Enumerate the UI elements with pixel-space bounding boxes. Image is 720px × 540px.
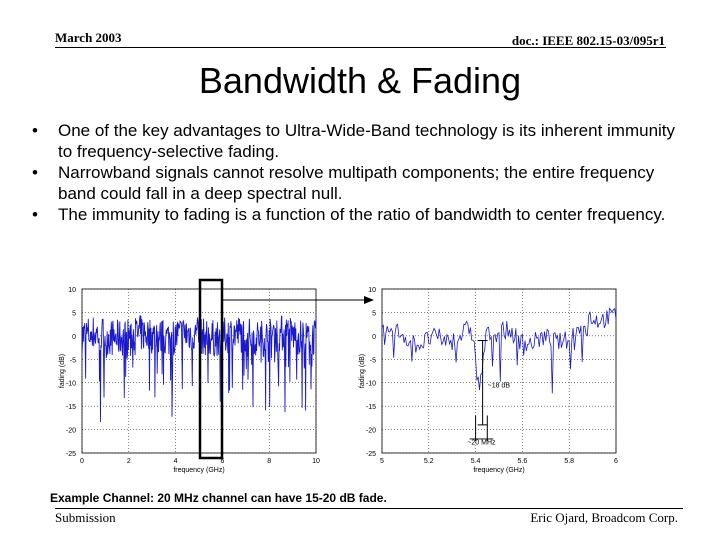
- zoom-y-tick-label: -15: [365, 404, 376, 412]
- zoom-x-tick-label: 5.6: [517, 458, 528, 465]
- zoom-x-tick-label: 5: [380, 458, 384, 465]
- wide-y-tick-label: -20: [65, 427, 76, 435]
- zoom-y-tick-label: -20: [365, 427, 376, 435]
- zoom-x-tick-label: 5.4: [470, 458, 481, 465]
- zoom-y-axis-label: fading (dB): [359, 353, 366, 389]
- wide-y-tick-label: 0: [72, 333, 76, 341]
- wide-y-tick-label: -5: [69, 357, 76, 365]
- fade-depth-label: ~18 dB: [487, 382, 511, 390]
- bullet-list: [30, 120, 690, 225]
- wide-x-tick-label: 8: [267, 458, 272, 465]
- wide-y-tick-label: -15: [65, 404, 76, 412]
- wide-x-axis-label: frequency (GHz): [173, 467, 225, 474]
- zoom-y-tick-label: 10: [368, 287, 376, 294]
- header-divider: [55, 47, 666, 48]
- wide-x-tick-label: 10: [312, 458, 320, 465]
- bullet-item: [30, 120, 690, 162]
- zoom-x-tick-label: 5.2: [423, 458, 434, 465]
- zoom-plot-frame: [382, 289, 616, 453]
- zoom-y-tick-label: 0: [372, 333, 376, 341]
- bullet-text: The immunity to fading is a function of the ratio of bandwidth to center frequency.: [58, 205, 666, 224]
- bullet-item: [30, 204, 690, 225]
- footer-submission: Submission: [55, 510, 116, 525]
- zoom-connector-arrowhead: [364, 296, 374, 304]
- wide-y-tick-label: -25: [65, 451, 76, 458]
- bullet-text: One of the key advantages to Ultra-Wide-Band technology is its inherent immunity to frequency-selective fading.: [58, 121, 676, 161]
- header-doc-id: doc.: IEEE 802.15-03/095r1: [511, 33, 665, 48]
- bullet-glyph: •: [32, 205, 38, 224]
- zoom-y-tick-label: 5: [372, 310, 376, 318]
- zoom-x-tick-label: 6: [614, 458, 618, 465]
- fading-figure: [48, 272, 648, 482]
- figure-caption: Example Channel: 20 MHz channel can have 15-20 dB fade.: [50, 491, 387, 505]
- wide-x-tick-label: 4: [173, 458, 178, 465]
- wide-x-tick-label: 6: [220, 458, 225, 465]
- bandwidth-label: ~20 MHz: [467, 439, 496, 447]
- zoom-x-axis-label: frequency (GHz): [473, 467, 525, 474]
- footer-author: Eric Ojard, Broadcom Corp.: [530, 510, 678, 525]
- bullet-text: Narrowband signals cannot resolve multipath components; the entire frequency band could fall in a deep spectral null.: [58, 163, 655, 203]
- wide-y-axis-label: fading (dB): [59, 353, 66, 389]
- slide-title: Bandwidth & Fading: [198, 60, 522, 101]
- zoom-x-tick-label: 5.8: [564, 458, 575, 465]
- zoom-y-tick-label: -25: [365, 451, 376, 458]
- bullet-glyph: •: [32, 121, 38, 140]
- wide-y-tick-label: -10: [65, 380, 76, 388]
- zoom-y-tick-label: -5: [369, 357, 376, 365]
- header-date: March 2003: [55, 30, 122, 45]
- footer-divider: [55, 508, 683, 509]
- wide-x-tick-label: 0: [80, 458, 84, 465]
- zoom-y-tick-label: -10: [365, 380, 376, 388]
- wide-y-tick-label: 5: [72, 310, 76, 318]
- wide-x-tick-label: 2: [126, 458, 131, 465]
- bullet-item: [30, 162, 690, 204]
- wide-y-tick-label: 10: [68, 287, 76, 294]
- bullet-glyph: •: [32, 163, 38, 182]
